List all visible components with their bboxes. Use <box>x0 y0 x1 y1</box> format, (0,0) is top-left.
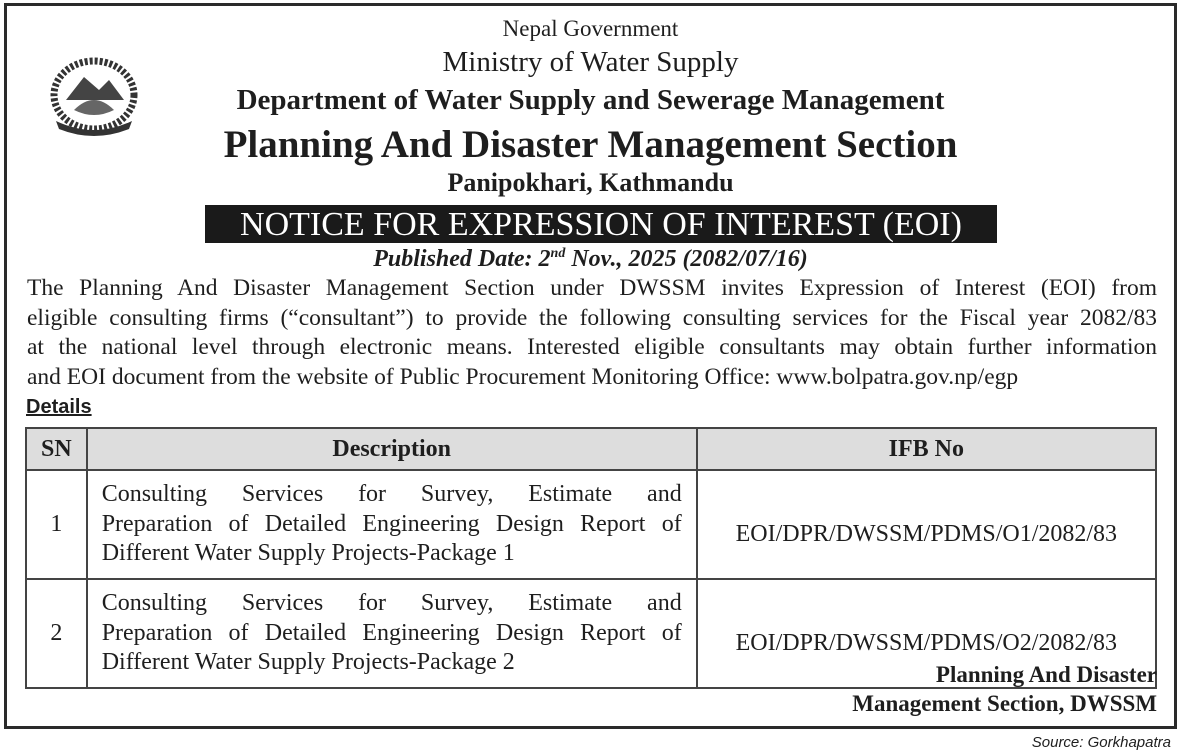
desc-line: Different Water Supply Projects-Package 1 <box>101 540 515 567</box>
notice-title: NOTICE FOR EXPRESSION OF INTEREST (EOI) <box>205 205 997 243</box>
cell-description <box>87 579 697 688</box>
desc-line: Consulting Services for Survey, Estimate and <box>101 481 682 508</box>
body-line: and EOI document from the website of Public Procurement Monitoring Office: www.bolpatra.gov.np/egp <box>27 363 1019 390</box>
cell-ifb: EOI/DPR/DWSSM/PDMS/O2/2082/83 <box>697 579 1156 688</box>
signature-line-1: Planning And Disaster <box>935 662 1157 687</box>
cell-ifb: EOI/DPR/DWSSM/PDMS/O1/2082/83 <box>697 470 1156 579</box>
desc-line: Consulting Services for Survey, Estimate and <box>101 590 682 617</box>
eoi-table <box>25 427 1157 689</box>
body-line: The Planning And Disaster Management Section under DWSSM invites Expression of Interest (EOI) from <box>27 275 1157 301</box>
published-date <box>0 246 1181 273</box>
signature-line-2: Management Section, DWSSM <box>852 691 1157 716</box>
published-date-prefix: Published Date: 2 <box>373 246 551 272</box>
body-line: eligible consulting firms (“consultant”) to provide the following consulting services for the Fiscal year 2082/83 <box>27 304 1157 331</box>
published-date-sup: nd <box>550 246 566 261</box>
ministry-name: Ministry of Water Supply <box>442 46 739 78</box>
published-date-suffix: Nov., 2025 (2082/07/16) <box>565 246 808 272</box>
desc-line: Preparation of Detailed Engineering Design Report of <box>101 619 682 646</box>
department-name: Department of Water Supply and Sewerage Management <box>236 84 945 116</box>
details-heading: Details <box>26 396 92 418</box>
section-name: Planning And Disaster Management Section <box>223 123 958 166</box>
cell-sn: 2 <box>26 579 87 688</box>
table-row <box>26 470 1156 579</box>
table-header-row <box>26 428 1156 470</box>
notice-body <box>27 274 1157 392</box>
desc-line: Preparation of Detailed Engineering Design Report of <box>101 510 682 537</box>
body-line: at the national level through electronic means. Interested eligible consultants may obtain further information <box>27 334 1157 361</box>
header-ifb: IFB No <box>697 428 1156 470</box>
header-sn: SN <box>26 428 87 470</box>
desc-line: Different Water Supply Projects-Package 2 <box>101 649 515 676</box>
government-name: Nepal Government <box>502 16 679 41</box>
cell-sn: 1 <box>26 470 87 579</box>
cell-description <box>87 470 697 579</box>
header-description: Description <box>87 428 697 470</box>
location: Panipokhari, Kathmandu <box>447 168 734 197</box>
source-credit: Source: Gorkhapatra <box>1031 734 1171 751</box>
